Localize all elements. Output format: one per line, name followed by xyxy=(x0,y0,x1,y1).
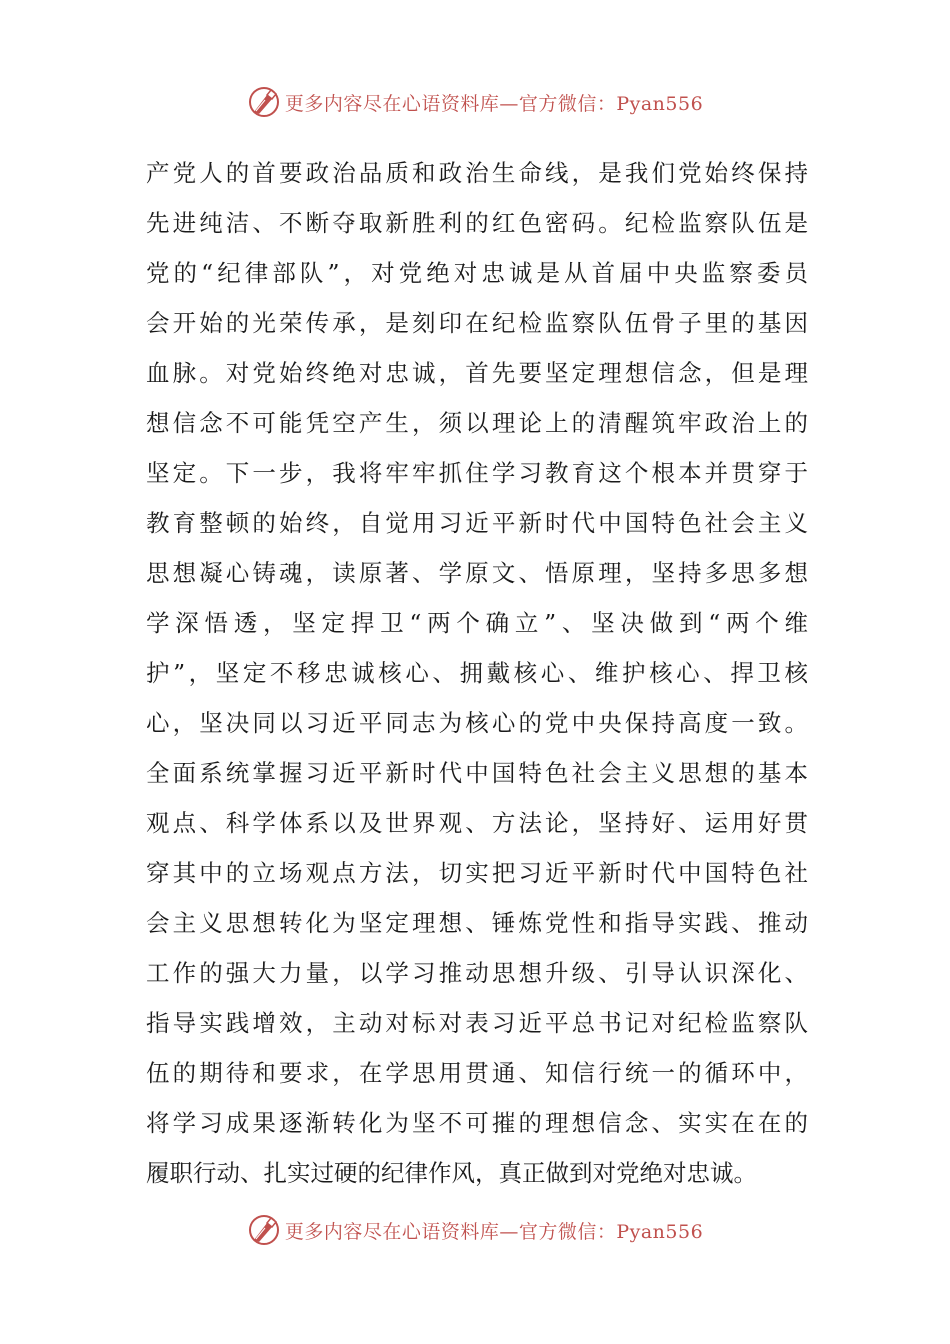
paragraph-line: 心，坚决同以习近平同志为核心的党中央保持高度一致。 xyxy=(146,709,808,737)
paragraph-line: 护”，坚定不移忠诚核心、拥戴核心、维护核心、捍卫核 xyxy=(146,659,808,687)
document-body xyxy=(146,148,808,1198)
paragraph-line: 学深悟透，坚定捍卫“两个确立”、坚决做到“两个维 xyxy=(146,609,808,637)
paragraph-line: 想信念不可能凭空产生，须以理论上的清醒筑牢政治上的 xyxy=(146,409,808,437)
pen-nib-logo-icon xyxy=(247,85,281,119)
paragraph-line: 党的“纪律部队”，对党绝对忠诚是从首届中央监察委员 xyxy=(146,259,808,287)
paragraph-line: 将学习成果逐渐转化为坚不可摧的理想信念、实实在在的 xyxy=(146,1109,808,1137)
header-banner-text: 更多内容尽在心语资料库—官方微信：Pyan556 xyxy=(284,92,704,115)
paragraph-line: 先进纯洁、不断夺取新胜利的红色密码。纪检监察队伍是 xyxy=(146,209,808,237)
paragraph-line: 穿其中的立场观点方法，切实把习近平新时代中国特色社 xyxy=(146,859,808,887)
footer-banner xyxy=(0,1210,950,1250)
paragraph-line: 履职行动、扎实过硬的纪律作风，真正做到对党绝对忠诚。 xyxy=(146,1159,757,1187)
paragraph-line: 思想凝心铸魂，读原著、学原文、悟原理，坚持多思多想 xyxy=(146,559,808,587)
paragraph-line: 会主义思想转化为坚定理想、锤炼党性和指导实践、推动 xyxy=(146,909,808,937)
pen-nib-logo-icon xyxy=(247,1213,281,1247)
paragraph-line: 坚定。下一步，我将牢牢抓住学习教育这个根本并贯穿于 xyxy=(146,459,808,487)
paragraph-line: 伍的期待和要求，在学思用贯通、知信行统一的循环中， xyxy=(146,1059,808,1087)
paragraph-line: 血脉。对党始终绝对忠诚，首先要坚定理想信念，但是理 xyxy=(146,359,808,387)
paragraph-line: 观点、科学体系以及世界观、方法论，坚持好、运用好贯 xyxy=(146,809,808,837)
paragraph-line: 产党人的首要政治品质和政治生命线，是我们党始终保持 xyxy=(146,159,808,187)
paragraph-line: 会开始的光荣传承，是刻印在纪检监察队伍骨子里的基因 xyxy=(146,309,808,337)
paragraph-line: 全面系统掌握习近平新时代中国特色社会主义思想的基本 xyxy=(146,759,808,787)
paragraph-line: 指导实践增效，主动对标对表习近平总书记对纪检监察队 xyxy=(146,1009,808,1037)
header-banner xyxy=(0,82,950,122)
paragraph-line: 工作的强大力量，以学习推动思想升级、引导认识深化、 xyxy=(146,959,808,987)
paragraph-line: 教育整顿的始终，自觉用习近平新时代中国特色社会主义 xyxy=(146,509,808,537)
footer-banner-text: 更多内容尽在心语资料库—官方微信：Pyan556 xyxy=(284,1220,704,1243)
